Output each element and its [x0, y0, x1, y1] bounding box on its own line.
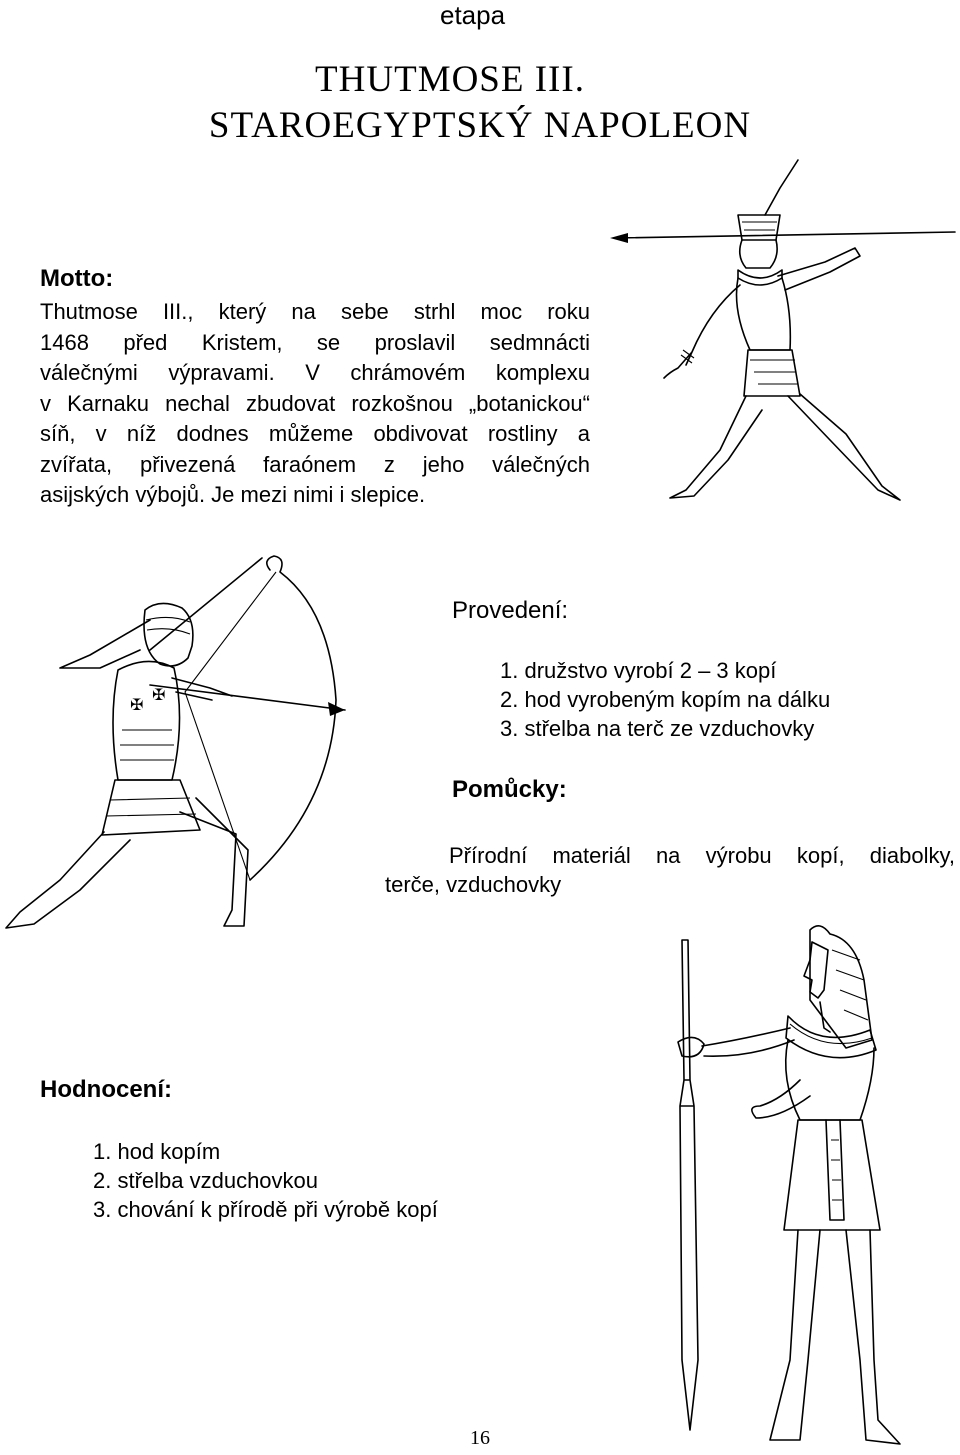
archer-kilt: [102, 780, 200, 835]
collar: [786, 1016, 876, 1058]
kilt-pattern: [750, 360, 798, 384]
pharaoh-face: [804, 942, 828, 998]
apron-pattern: [831, 1140, 842, 1200]
motto-line: v Karnaku nechal zbudovat rozkošnou „botanickou“: [40, 390, 590, 416]
list-item: 2. hod vyrobeným kopím na dálku: [500, 687, 831, 712]
raised-arm: [778, 248, 860, 290]
motto-line: zvířata, přivezená faraónem z jeho válečných: [40, 451, 590, 477]
crown-pattern: [742, 222, 777, 230]
header-word: etapa: [440, 0, 506, 30]
page-title-line-2: STAROEGYPTSKÝ NAPOLEON: [208, 105, 752, 146]
page-number: 16: [470, 1427, 490, 1449]
bow: [250, 556, 336, 880]
helmet-band: [146, 617, 190, 634]
motto-text: [40, 297, 590, 511]
left-leg: [770, 1230, 820, 1440]
armor-cross-icon: ✠: [130, 695, 144, 714]
list-item: 1. hod kopím: [93, 1139, 221, 1164]
kilt-apron: [826, 1120, 844, 1220]
motto-line: válečnými výpravami. V chrámovém komplexu: [40, 360, 590, 385]
nemes-headdress: [810, 926, 872, 1048]
armor-cross-icon: ✠: [152, 685, 166, 704]
front-leg: [788, 394, 900, 500]
back-leg: [670, 396, 762, 498]
spear-tip: [610, 233, 628, 243]
list-item: 1. družstvo vyrobí 2 – 3 kopí: [500, 658, 777, 683]
pomucky-line: terče, vzduchovky: [385, 872, 562, 897]
crown-plume: [765, 160, 798, 215]
right-leg: [846, 1230, 900, 1444]
pharaoh-with-staff-illustration: [660, 920, 920, 1450]
collar: [738, 270, 782, 285]
motto-line: síň, v níž dodnes můžeme obdivovat rostliny a: [40, 421, 590, 446]
pomucky-heading: Pomůcky:: [452, 776, 567, 803]
head: [740, 240, 777, 268]
provedeni-list: [500, 656, 830, 743]
staff: [680, 940, 698, 1430]
motto-line: Thutmose III., který na sebe strhl moc roku: [40, 299, 590, 324]
false-beard: [820, 1002, 830, 1032]
list-item: 3. střelba na terč ze vzduchovky: [500, 716, 815, 741]
spear-shaft: [615, 232, 955, 238]
back-leg: [6, 832, 130, 928]
motto-heading: Motto:: [40, 265, 114, 292]
page-title-line-1: THUTMOSE III.: [315, 59, 585, 100]
pomucky-text: [385, 841, 955, 899]
forward-arm: [752, 1080, 810, 1118]
bowstring: [185, 572, 276, 880]
list-item: 3. chování k přírodě při výrobě kopí: [93, 1197, 438, 1222]
egyptian-archer-illustration: [0, 550, 345, 935]
kneeling-leg: [180, 798, 248, 926]
forward-arm: [664, 285, 740, 378]
pomucky-line: Přírodní materiál na výrobu kopí, diabolky,: [449, 843, 955, 868]
motto-line: asijských výbojů. Je mezi nimi i slepice.: [40, 482, 426, 507]
archer-torso: [113, 661, 180, 780]
headdress-stripes: [832, 950, 868, 1020]
hand-on-staff: [678, 1037, 704, 1056]
provedeni-heading: [452, 597, 568, 625]
armor-scales: [120, 730, 174, 760]
helmet-ribbon: [60, 620, 150, 668]
torso: [737, 278, 791, 350]
motto-line: 1468 před Kristem, se proslavil sedmnácti: [40, 329, 590, 355]
provedeni-heading-text: Provedení:: [452, 597, 569, 624]
hodnoceni-list: [93, 1137, 438, 1224]
pharaoh-kilt: [784, 1120, 880, 1230]
staff-arm: [702, 1028, 794, 1056]
egyptian-spear-thrower-illustration: [650, 160, 960, 505]
list-item: 2. střelba vzduchovkou: [93, 1168, 319, 1193]
hodnoceni-heading: Hodnocení:: [40, 1076, 172, 1103]
kilt: [744, 350, 800, 396]
